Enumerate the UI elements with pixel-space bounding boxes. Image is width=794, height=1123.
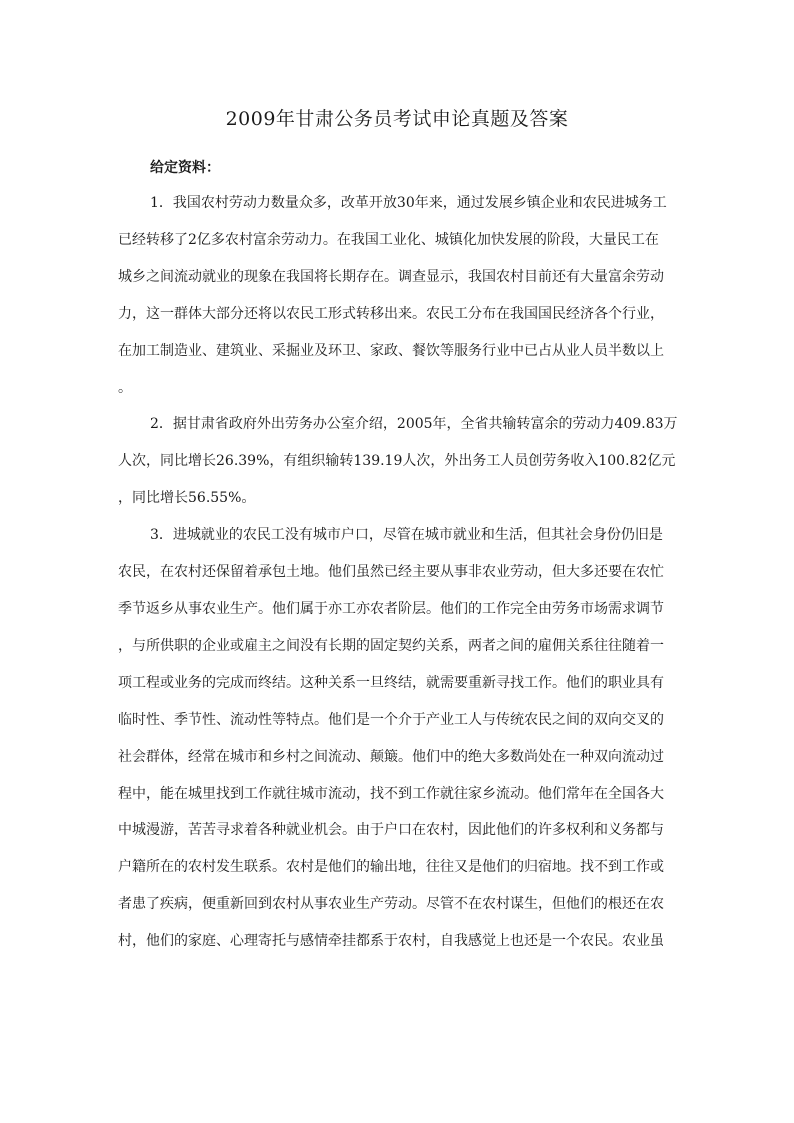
document-title: 2009年甘肃公务员考试申论真题及答案 — [225, 108, 569, 130]
paragraph-line: 临时性、季节性、流动性等特点。他们是一个介于产业工人与传统农民之间的双向交叉的 — [118, 711, 664, 728]
paragraph-2 — [118, 406, 678, 517]
paragraph-line: 城乡之间流动就业的现象在我国将长期存在。调查显示，我国农村目前还有大量富余劳动 — [118, 268, 664, 285]
paragraph-line: 者患了疾病，便重新回到农村从事农业生产劳动。尽管不在农村谋生，但他们的根还在农 — [118, 896, 664, 913]
paragraph-line: 。 — [118, 379, 132, 396]
paragraph-line: 季节返乡从事农业生产。他们属于亦工亦农者阶层。他们的工作完全由劳务市场需求调节 — [118, 600, 664, 617]
paragraph-line: 1．我国农村劳动力数量众多，改革开放30年来，通过发展乡镇企业和农民进城务工 — [150, 195, 667, 211]
paragraph-line: 力，这一群体大部分还将以农民工形式转移出来。农民工分布在我国国民经济各个行业， — [118, 305, 664, 322]
section-label: 给定资料： — [150, 160, 220, 176]
paragraph-line: 项工程或业务的完成而终结。这种关系一旦终结，就需要重新寻找工作。他们的职业具有 — [118, 674, 664, 691]
paragraph-line: 农民，在农村还保留着承包土地。他们虽然已经主要从事非农业劳动，但大多还要在农忙 — [118, 564, 664, 581]
paragraph-line: 2．据甘肃省政府外出劳务办公室介绍，2005年，全省共输转富余的劳动力409.83万 — [150, 416, 678, 433]
paragraph-1 — [118, 185, 678, 406]
paragraph-line: 中城漫游，苦苦寻求着各种就业机会。由于户口在农村，因此他们的许多权利和义务都与 — [118, 822, 664, 839]
paragraph-line: ，同比增长56.55%。 — [118, 490, 256, 507]
paragraph-line: 3．进城就业的农民工没有城市户口，尽管在城市就业和生活，但其社会身份仍旧是 — [150, 527, 663, 544]
document-body — [118, 185, 678, 960]
paragraph-line: 户籍所在的农村发生联系。农村是他们的输出地，往往又是他们的归宿地。找不到工作或 — [118, 859, 664, 876]
paragraph-line: ，与所供职的企业或雇主之间没有长期的固定契约关系，两者之间的雇佣关系往往随着一 — [118, 637, 664, 654]
paragraph-3 — [118, 517, 678, 960]
paragraph-line: 社会群体，经常在城市和乡村之间流动、颠簸。他们中的绝大多数尚处在一种双向流动过 — [118, 748, 664, 765]
paragraph-line: 在加工制造业、建筑业、采掘业及环卫、家政、餐饮等服务行业中已占从业人员半数以上 — [118, 342, 664, 359]
paragraph-line: 程中，能在城里找到工作就往城市流动，找不到工作就往家乡流动。他们常年在全国各大 — [118, 785, 664, 802]
paragraph-line: 村，他们的家庭、心理寄托与感情牵挂都系于农村，自我感觉上也还是一个农民。农业虽 — [118, 933, 664, 950]
paragraph-line: 人次，同比增长26.39%，有组织输转139.19人次，外出务工人员创劳务收入100.82亿元 — [118, 453, 676, 470]
paragraph-line: 已经转移了2亿多农村富余劳动力。在我国工业化、城镇化加快发展的阶段，大量民工在 — [118, 231, 659, 248]
